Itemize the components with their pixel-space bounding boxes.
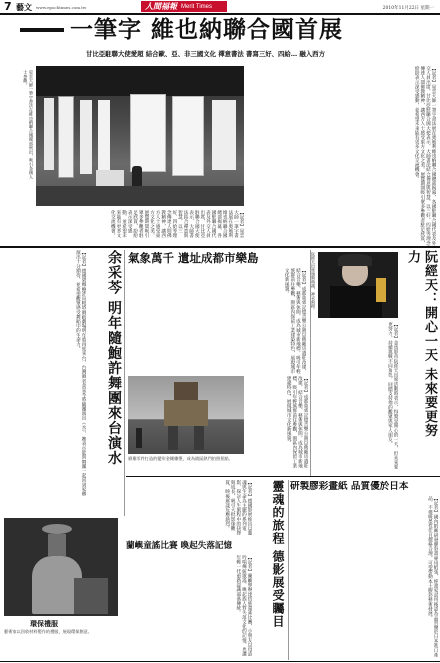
soul-body: 【記者】德國影展推出以靈魂與生命為主題的系列電影，探討人生旅程中的抉擇與成長，吸引大批影迷觀賞，映後座談反應熱烈。 bbox=[224, 480, 252, 536]
star-body: 【記者】金馬影帝阮經天出席活動時表示，得獎是開心的一天，但未來要更努力，持續挑戰不同角色，回饋支持他的觀眾與家人朋友。 bbox=[387, 322, 398, 470]
footer-rule bbox=[0, 661, 440, 662]
lead-body-lower: 【記者】星雲大師一筆字書法展在奧地利維也納聯合國總部揭幕，各國駐聯合國代表及外交人員出席，甘比亞駐聯合國大使表示，大師書法結合禪意與智慧，以三好、四給等理念傳達人間佛教精神，讓西方人士感受東方文化之美。展覽期間吸引眾多參觀者駐足欣賞，紛紛表示深受感動，並希望未來能有更多文化交流機會。 bbox=[110, 210, 244, 238]
star-photo-caption: 阮經天出席頒獎典禮，神采飛揚。 bbox=[311, 252, 316, 312]
soul-headline: 靈魂的旅程 德影展受矚目 bbox=[271, 480, 285, 629]
lead-subhead: 甘比亞駐聯大使愛超 結合歐、亞、非三國文化 禪意書法 書寫三好、四給… 融入西方 bbox=[86, 50, 325, 58]
dress-headline: 環保禮服 bbox=[30, 620, 58, 628]
paper-body: 【記者】國內紙廠研發膠彩畫專用紙張，經畫家試用後認為品質優於日本進口產品，不僅吸墨性佳且價格合理，可望帶動本土膠彩藝術發展。 bbox=[427, 496, 438, 657]
masthead-url: www.epochtimes.com.tw bbox=[36, 5, 87, 10]
dress-photo bbox=[4, 518, 118, 616]
divider-2 bbox=[126, 476, 440, 477]
lead-photo bbox=[36, 66, 244, 206]
divider-dance bbox=[124, 250, 125, 516]
page-number: 7 bbox=[4, 0, 12, 13]
star-headline: 阮經天：開心一天 未來要更努力 bbox=[405, 250, 437, 438]
logo-english: Merit Times bbox=[181, 3, 213, 10]
lanyu-body: 【記者】蘭嶼舉辦達悟族童謠比賽，小朋友以母語吟唱傳統歌謠，喚起族人對失落文化的記憶，也讓年輕一代重新認識部落傳統。 bbox=[235, 555, 252, 657]
music-photo bbox=[128, 376, 244, 454]
lead-photo-caption: 星雲大師一筆字書法在維也納聯合國總部展出，吸引各國人士參觀。 bbox=[23, 70, 34, 179]
lead-body: 【記者】星雲大師一筆字書法展在奧地利維也納聯合國總部揭幕，各國駐聯合國代表及外交人員出席，甘比亞駐聯合國大使表示，大師書法結合禪意與智慧，以三好、四給等理念傳達人間佛教精神，讓西方人士感受東方文化之美。展覽期間吸引眾多參觀者駐足欣賞，紛紛表示深受感動，並希望未來能有更多文化交流機會。 bbox=[414, 66, 436, 246]
masthead-logo bbox=[141, 1, 227, 12]
music-headline: 氣象萬千 遺址成都市樂島 bbox=[128, 251, 259, 265]
logo-chinese: 人間福報 bbox=[145, 1, 177, 11]
masthead bbox=[0, 0, 440, 14]
music-body: 【記者】成都東郊記憶音樂公園以舊廠房遺址改建，結合音樂、藝術與休閒，成為城市新地標，吸引年輕族群前往參觀，園區內保留工業建築特色，展現城市文化新風貌。 bbox=[284, 268, 306, 374]
star-photo bbox=[318, 252, 398, 318]
section-label: 藝文 bbox=[16, 3, 32, 12]
lead-headline: 一筆字 維也納聯合國首展 bbox=[70, 17, 344, 43]
paper-headline: 研製膠彩畫紙 品質優於日本 bbox=[290, 481, 409, 492]
lanyu-headline: 蘭嶼童謠比賽 喚起失落記憶 bbox=[126, 541, 233, 551]
lead-headline-mark bbox=[20, 18, 68, 42]
divider-1 bbox=[0, 246, 440, 248]
dress-caption: 藝術家以回收材料製作的禮服，展現環保創意。 bbox=[4, 629, 92, 634]
dance-headline: 余采芩 明年隨鮑許舞團來台演水 bbox=[106, 250, 122, 466]
divider-soul bbox=[288, 480, 289, 660]
masthead-date: 2010年11月22日 星期一 bbox=[382, 6, 434, 11]
dance-body: 【記者】德國碧娜鮑許烏帕塔舞蹈劇場明年將再度來台，台灣舞者余采芩將隨團演出《水》，她表示能與舞團一起回到家鄉演出十分期待，並希望觀眾感受舞蹈中的生命力。 bbox=[75, 250, 86, 497]
music-photo-caption: 廢棄零件打造的變形金剛雕塑，成為園區熱門拍照景點。 bbox=[128, 456, 233, 461]
masthead-rule bbox=[0, 13, 440, 15]
music-body-right: 【記者】成都東郊記憶音樂公園以舊廠房遺址改建，結合音樂、藝術與休閒，成為城市新地標，吸引年輕族群前往參觀，園區內保留工業建築特色，展現城市文化新風貌。 bbox=[286, 376, 308, 468]
